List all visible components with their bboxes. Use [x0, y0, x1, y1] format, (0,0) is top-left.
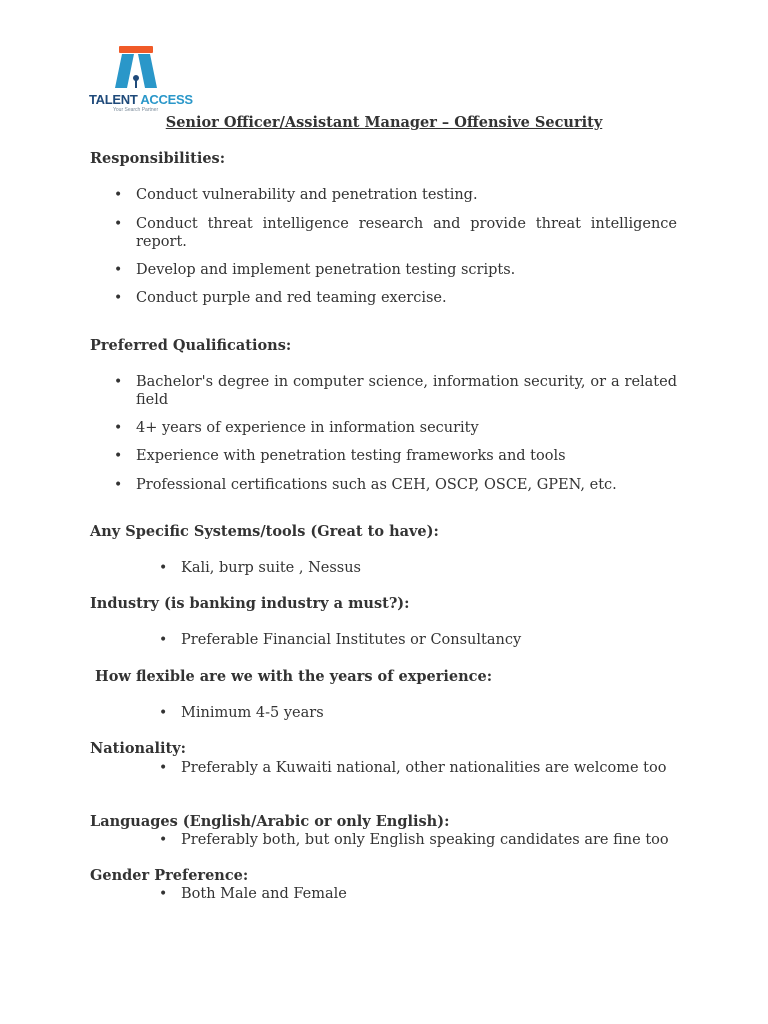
list-item: • Preferable Financial Institutes or Consultancy — [159, 632, 522, 648]
bullet-icon: • — [114, 374, 123, 390]
bullet-icon: • — [159, 886, 168, 902]
list-item: • Conduct threat intelligence research and provide threat intelligence report. — [114, 216, 677, 250]
bullet-icon: • — [159, 832, 168, 848]
bullet-icon: • — [114, 262, 123, 278]
bullet-icon: • — [159, 760, 168, 776]
job-title: Senior Officer/Assistant Manager – Offensive Security — [165, 114, 603, 131]
list-item: • Conduct vulnerability and penetration testing. — [114, 187, 478, 203]
list-item: • Experience with penetration testing frameworks and tools — [114, 448, 566, 464]
list-item: • 4+ years of experience in information security — [114, 420, 479, 436]
bullet-icon: • — [114, 290, 123, 306]
bullet-icon: • — [114, 187, 123, 203]
nationality-heading: Nationality: — [90, 740, 186, 757]
bullet-icon: • — [114, 420, 123, 436]
tools-heading: Any Specific Systems/tools (Great to have): — [90, 523, 439, 540]
responsibilities-heading: Responsibilities: — [90, 150, 226, 167]
list-item: • Develop and implement penetration testing scripts. — [114, 262, 516, 278]
bullet-icon: • — [114, 216, 123, 232]
list-item: • Both Male and Female — [159, 886, 347, 902]
list-item: • Kali, burp suite , Nessus — [159, 560, 361, 576]
experience-heading: How flexible are we with the years of experience: — [90, 668, 493, 685]
bullet-icon: • — [114, 477, 123, 493]
list-item: • Professional certifications such as CEH, OSCP, OSCE, GPEN, etc. — [114, 477, 617, 493]
bullet-icon: • — [159, 560, 168, 576]
talent-access-logo — [89, 44, 193, 116]
logo-mark-icon — [89, 44, 181, 94]
bullet-icon: • — [159, 632, 168, 648]
bullet-icon: • — [159, 705, 168, 721]
logo-wordmark: TALENT ACCESS — [89, 92, 193, 107]
list-item: • Minimum 4-5 years — [159, 705, 324, 721]
list-item: • Conduct purple and red teaming exercise. — [114, 290, 447, 306]
gender-heading: Gender Preference: — [90, 867, 249, 884]
languages-heading: Languages (English/Arabic or only English): — [90, 813, 450, 830]
bullet-icon: • — [114, 448, 123, 464]
list-item: • Preferably a Kuwaiti national, other nationalities are welcome too — [159, 760, 667, 776]
list-item: • Bachelor's degree in computer science, information security, or a related field — [114, 374, 677, 408]
list-item: • Preferably both, but only English speaking candidates are fine too — [159, 832, 669, 848]
qualifications-heading: Preferred Qualifications: — [90, 337, 292, 354]
logo-tagline: Your Search Partner — [113, 107, 159, 113]
industry-heading: Industry (is banking industry a must?): — [90, 595, 410, 612]
